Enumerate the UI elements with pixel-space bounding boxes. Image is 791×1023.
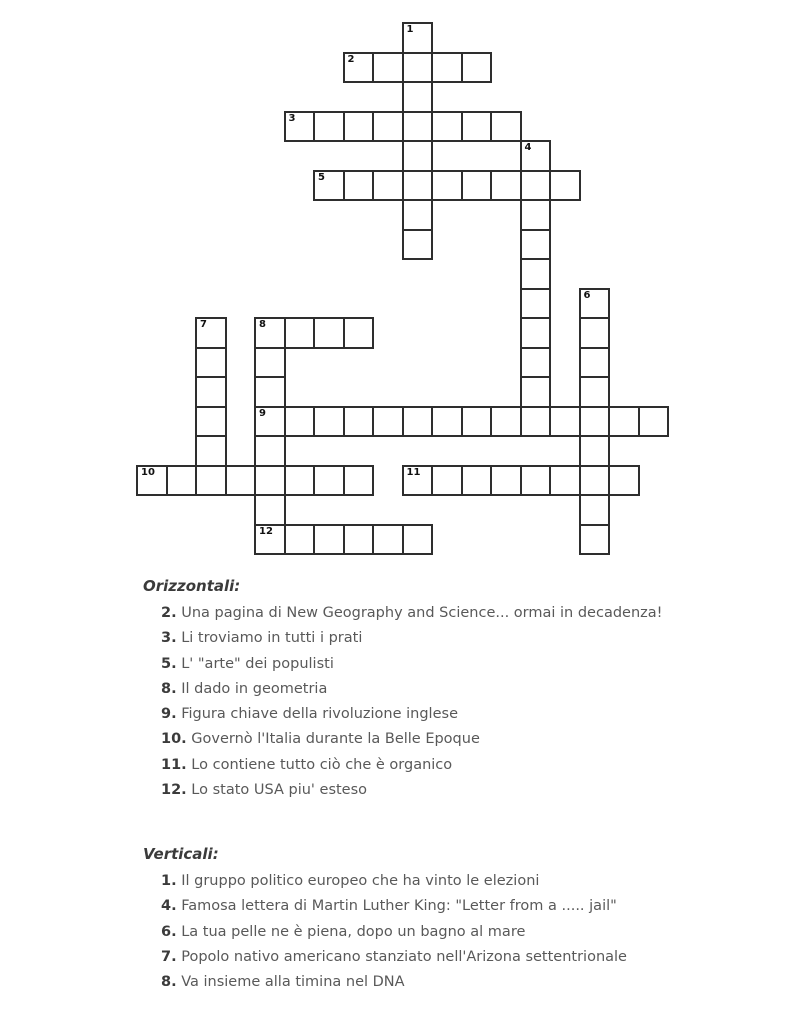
grid-cell[interactable] [195, 376, 227, 408]
clue-text: Famosa lettera di Martin Luther King: "Letter from a ..... jail" [176, 898, 617, 915]
across-clues-title: Orizzontali: [143, 577, 241, 595]
grid-cell[interactable] [461, 406, 493, 438]
grid-cell[interactable] [579, 347, 611, 379]
clue-text: Governò l'Italia durante la Belle Epoque [186, 731, 480, 748]
grid-cell[interactable] [254, 465, 286, 497]
grid-cell[interactable] [549, 465, 581, 497]
grid-cell[interactable] [313, 317, 345, 349]
grid-cell[interactable] [254, 347, 286, 379]
grid-cell[interactable] [343, 111, 375, 143]
grid-cell[interactable] [372, 111, 404, 143]
clue-text: Popolo nativo americano stanziato nell'Arizona settentrionale [176, 948, 627, 965]
grid-cell[interactable] [343, 52, 375, 84]
clue-text: Va insieme alla timina nel DNA [176, 974, 405, 991]
grid-cell[interactable] [431, 406, 463, 438]
cell-number: 10 [141, 466, 155, 478]
down-clues-list [161, 869, 761, 995]
grid-cell[interactable] [638, 406, 670, 438]
cell-number: 12 [259, 525, 273, 537]
grid-cell[interactable] [520, 170, 552, 202]
grid-cell[interactable] [431, 52, 463, 84]
cell-number: 3 [288, 112, 296, 124]
grid-cell[interactable] [195, 435, 227, 467]
clue-number: 12. [161, 782, 187, 799]
grid-cell[interactable] [579, 376, 611, 408]
clue-text: La tua pelle ne è piena, dopo un bagno al mare [176, 923, 526, 940]
grid-cell[interactable] [254, 317, 286, 349]
grid-cell[interactable] [579, 524, 611, 556]
clue-item [161, 778, 761, 803]
grid-cell[interactable] [461, 465, 493, 497]
grid-cell[interactable] [195, 317, 227, 349]
grid-cell[interactable] [520, 347, 552, 379]
grid-cell[interactable] [431, 465, 463, 497]
grid-cell[interactable] [372, 52, 404, 84]
clue-text: Il dado in geometria [176, 680, 328, 697]
clue-text: Il gruppo politico europeo che ha vinto le elezioni [176, 873, 540, 889]
clue-item [161, 753, 761, 778]
cell-number: 2 [347, 53, 355, 65]
grid-cell[interactable] [608, 406, 640, 438]
grid-cell[interactable] [520, 258, 552, 290]
clue-item [161, 677, 761, 702]
grid-cell[interactable] [284, 406, 316, 438]
grid-cell[interactable] [579, 465, 611, 497]
cell-number: 8 [259, 319, 266, 330]
grid-cell[interactable] [520, 465, 552, 497]
clue-number: 6. [161, 923, 177, 940]
clue-item [161, 601, 761, 626]
grid-cell[interactable] [313, 406, 345, 438]
clue-item [161, 626, 761, 651]
cell-number: 11 [406, 466, 421, 478]
grid-cell[interactable] [608, 465, 640, 497]
grid-cell[interactable] [461, 170, 493, 202]
grid-cell[interactable] [520, 406, 552, 438]
grid-cell[interactable] [402, 465, 434, 497]
clue-number: 8. [161, 974, 177, 991]
grid-cell[interactable] [402, 52, 434, 84]
clue-item [161, 727, 761, 752]
grid-cell[interactable] [343, 524, 375, 556]
clue-number: 1. [161, 873, 177, 889]
grid-cell[interactable] [490, 170, 522, 202]
grid-cell[interactable] [490, 465, 522, 497]
grid-cell[interactable] [402, 22, 434, 54]
grid-cell[interactable] [313, 465, 345, 497]
clue-item [161, 652, 761, 677]
grid-cell[interactable] [166, 465, 198, 497]
grid-cell[interactable] [372, 170, 404, 202]
grid-cell[interactable] [490, 406, 522, 438]
grid-cell[interactable] [520, 376, 552, 408]
grid-cell[interactable] [579, 494, 611, 526]
across-clues-list [161, 601, 761, 803]
grid-cell[interactable] [520, 229, 552, 261]
clue-text: L' "arte" dei populisti [176, 655, 334, 672]
grid-cell[interactable] [313, 524, 345, 556]
grid-cell[interactable] [195, 465, 227, 497]
grid-cell[interactable] [520, 140, 552, 172]
grid-cell[interactable] [549, 170, 581, 202]
clue-item [161, 702, 761, 727]
cell-number: 4 [524, 142, 532, 153]
clue-number: 3. [161, 630, 177, 647]
down-clues-title: Verticali: [143, 845, 219, 863]
grid-cell[interactable] [402, 170, 434, 202]
clue-item [161, 970, 761, 995]
grid-cell[interactable] [520, 317, 552, 349]
grid-cell[interactable] [136, 465, 168, 497]
grid-cell[interactable] [402, 140, 434, 172]
grid-cell[interactable] [579, 435, 611, 467]
grid-cell[interactable] [520, 288, 552, 320]
grid-cell[interactable] [254, 524, 286, 556]
clue-item [161, 920, 761, 945]
grid-cell[interactable] [579, 317, 611, 349]
grid-cell[interactable] [195, 406, 227, 438]
grid-cell[interactable] [402, 81, 434, 113]
grid-cell[interactable] [520, 199, 552, 231]
grid-cell[interactable] [579, 406, 611, 438]
cell-number: 7 [200, 319, 207, 330]
grid-cell[interactable] [402, 229, 434, 261]
grid-cell[interactable] [284, 465, 316, 497]
cell-number: 1 [406, 24, 414, 35]
clue-number: 2. [161, 605, 177, 621]
grid-cell[interactable] [490, 111, 522, 143]
grid-cell[interactable] [402, 406, 434, 438]
grid-cell[interactable] [284, 111, 316, 143]
grid-cell[interactable] [284, 524, 316, 556]
clue-text: Li troviamo in tutti i prati [176, 630, 363, 647]
grid-cell[interactable] [343, 317, 375, 349]
cell-number: 5 [318, 171, 325, 183]
clue-text: Figura chiave della rivoluzione inglese [176, 706, 458, 723]
clue-item [161, 869, 761, 894]
grid-cell[interactable] [254, 376, 286, 408]
grid-cell[interactable] [284, 317, 316, 349]
clue-number: 7. [161, 948, 177, 965]
grid-cell[interactable] [254, 406, 286, 438]
grid-cell[interactable] [372, 524, 404, 556]
clue-item [161, 894, 761, 919]
clue-item [161, 945, 761, 970]
clue-number: 9. [161, 706, 177, 723]
grid-cell[interactable] [372, 406, 404, 438]
grid-cell[interactable] [402, 199, 434, 231]
grid-cell[interactable] [579, 288, 611, 320]
grid-cell[interactable] [254, 494, 286, 526]
clue-number: 10. [161, 731, 187, 748]
grid-cell[interactable] [195, 347, 227, 379]
clue-number: 11. [161, 756, 187, 773]
clue-number: 4. [161, 898, 177, 915]
grid-cell[interactable] [431, 111, 463, 143]
clue-text: Lo stato USA piu' esteso [186, 782, 368, 799]
cell-number: 9 [259, 407, 266, 419]
clue-number: 8. [161, 680, 177, 697]
grid-cell[interactable] [402, 524, 434, 556]
grid-cell[interactable] [461, 52, 493, 84]
grid-cell[interactable] [343, 406, 375, 438]
grid-cell[interactable] [313, 170, 345, 202]
clue-text: Lo contiene tutto ciò che è organico [186, 756, 453, 773]
grid-cell[interactable] [225, 465, 257, 497]
grid-cell[interactable] [343, 170, 375, 202]
grid-cell[interactable] [254, 435, 286, 467]
grid-cell[interactable] [461, 111, 493, 143]
clue-text: Una pagina di New Geography and Science... ormai in decadenza! [176, 605, 663, 621]
grid-cell[interactable] [313, 111, 345, 143]
grid-cell[interactable] [402, 111, 434, 143]
clue-number: 5. [161, 655, 177, 672]
grid-cell[interactable] [343, 465, 375, 497]
cell-number: 6 [583, 289, 591, 301]
grid-cell[interactable] [549, 406, 581, 438]
grid-cell[interactable] [431, 170, 463, 202]
